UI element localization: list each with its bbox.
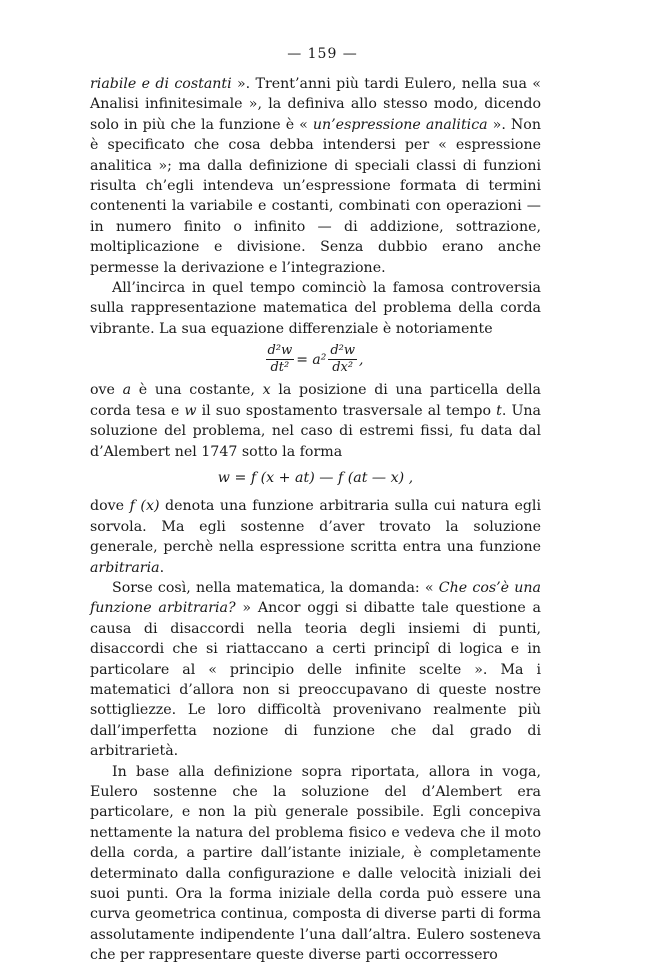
fraction-rhs: $\frac{\text{d²w}}{\text{dx²}}$ — [330, 343, 356, 376]
fraction-lhs: $\frac{\text{d²w}}{\text{dt²}}$ — [267, 343, 293, 376]
italic-phrase: riabile e di costanti — [90, 76, 232, 92]
paragraph-5: Sorse così, nella matematica, la domanda: « Che cos’è una funzione arbitraria? » Ancor oggi si dibatte tale questione a causa di disaccordi nella teoria degli insiemi di punti, disaccordi che si riattaccano a certi principî di logica e in particolare al « principio delle infinite scelte ». Ma i matematici d’allora non si preoccupavano di queste nostre sottigliezze. Le loro difficoltà provenivano realmente più dall’imperfetta nozione di funzione che dal grado di arbitrarietà. — [90, 579, 541, 760]
paragraph-4: dove f (x) denota una funzione arbitraria sulla cui natura egli sorvola. Ma egli sostenne d’aver trovato la soluzione generale, perchè nella espressione scritta entra una funzione arbitraria. — [90, 498, 541, 576]
italic-phrase: un’espressione analitica — [312, 116, 488, 133]
italic-phrase: Che cos’è una funzione arbitraria? — [90, 579, 541, 617]
paragraph-1: riabile e di costanti ». Trent’anni più tardi Eulero, nella sua « Analisi infinitesimale », la definiva allo stesso modo, dicendo solo in più che la funzione è « un’espressione analitica ». Non è specificato che cosa debba intendersi per « espressione analitica »; ma dalla definizione di speciali classi di funzioni risulta ch’egli intendeva un’espressione formata di termini contenenti la variabile e costanti, combinati con operazioni — in numero finito o infinito — di addizione, sottrazione, moltiplicazione e divisione. Senza dubbio erano anche permesse la derivazione e l’integrazione. — [90, 76, 541, 276]
body-text — [90, 74, 541, 966]
differential-equation: $\frac{\text{d²w}}{\text{dt²}}$ = a² $\frac{\text{d²w}}{\text{dx²}}$ , — [267, 343, 364, 376]
paragraph-2: All’incirca in quel tempo cominciò la famosa controversia sulla rappresentazione matematica del problema della corda vibrante. La sua equazione differenziale è notoriamente — [90, 280, 541, 337]
paragraph-3: ove a è una costante, x la posizione di una particella della corda tesa e w il suo spostamento trasversale al tempo t. Una soluzione del problema, nel caso di estremi fissi, fu data dal d’Alembert nel 1747 sotto la forma — [90, 382, 542, 460]
page-number: — 159 — — [287, 46, 358, 62]
dalembert-solution: w = f (x + at) — f (at — x) , — [217, 469, 414, 486]
paragraph-6: In base alla definizione sopra riportata, allora in voga, Eulero sostenne che la soluzione del d’Alembert era particolare, e non la più generale possibile. Egli concepiva nettamente la natura del problema fisico e vedeva che il moto della corda, a partire dall’istante iniziale, è completamente determinato dalla configurazione e dalle velocità iniziali dei suoi punti. Ora la forma iniziale della corda può essere una curva geometrica continua, composta di diverse parti di forma assolutamente indipendente l’una dall’altra. Eulero sosteneva che per rappresentare queste diverse parti occorressero — [90, 763, 541, 964]
